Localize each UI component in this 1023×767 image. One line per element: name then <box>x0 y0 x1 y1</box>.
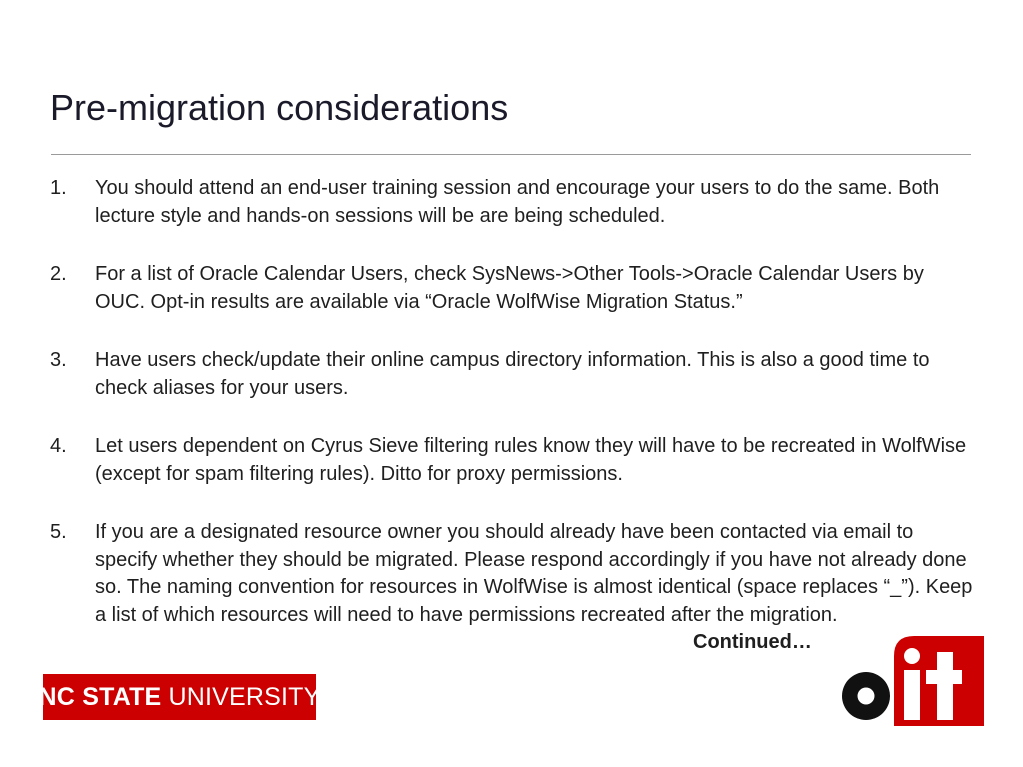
item-text: Have users check/update their online campus directory information. This is also a good time to check aliases for your users. <box>95 349 930 399</box>
list-item <box>48 347 978 402</box>
continued-label: Continued… <box>693 631 812 653</box>
list-item <box>48 433 978 488</box>
nc-state-logo-university: UNIVERSITY <box>168 682 321 711</box>
considerations-list <box>48 175 978 660</box>
title-divider <box>51 154 971 155</box>
list-item <box>48 519 978 629</box>
item-text: For a list of Oracle Calendar Users, check SysNews->Other Tools->Oracle Calendar Users by OUC. Opt-in results are available via “Oracle WolfWise Migration Status.” <box>95 263 924 313</box>
item-number: 5. <box>50 521 67 543</box>
item-number: 1. <box>50 177 67 199</box>
list-item <box>48 261 978 316</box>
item-text: You should attend an end-user training session and encourage your users to do the same. Both lecture style and hands-on sessions will be are being scheduled. <box>95 177 940 227</box>
nc-state-logo-bold: NC STATE <box>38 682 162 711</box>
nc-state-logo <box>38 674 321 720</box>
item-number: 2. <box>50 263 67 285</box>
slide-title: Pre-migration considerations <box>50 87 509 128</box>
item-number: 3. <box>50 349 67 371</box>
item-text: Let users dependent on Cyrus Sieve filtering rules know they will have to be recreated in WolfWise (except for spam filtering rules). Ditto for proxy permissions. <box>95 435 967 485</box>
oit-logo-icon <box>838 634 988 726</box>
item-number: 4. <box>50 435 67 457</box>
item-text: If you are a designated resource owner you should already have been contacted via email to specify whether they should be migrated. Please respond accordingly if you have not already done so. The naming convention for resources in WolfWise is almost identical (space replaces “_”). Keep a list of which resources will need to have permissions recreated after the migration. <box>95 521 973 626</box>
list-item <box>48 175 978 230</box>
